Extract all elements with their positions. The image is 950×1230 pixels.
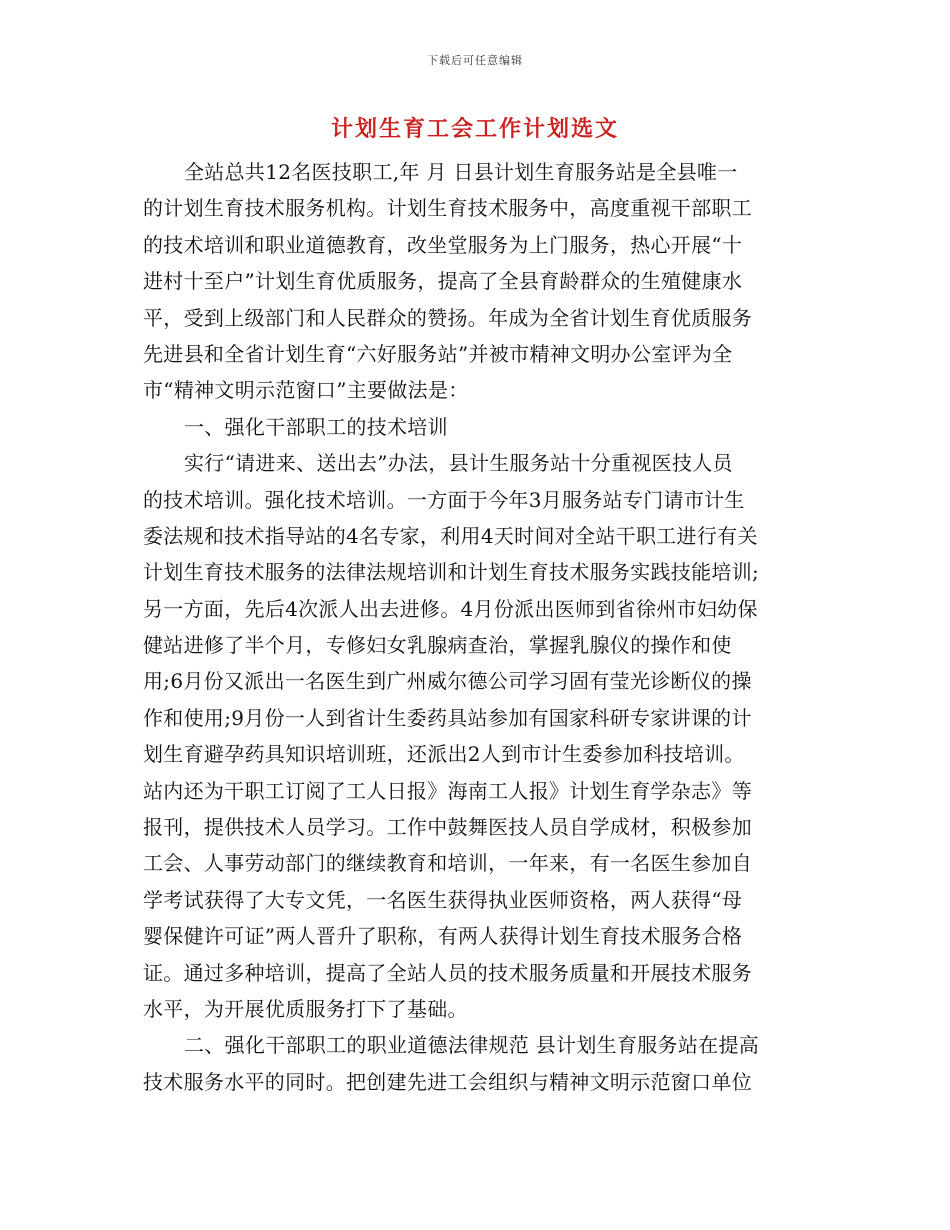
paragraph-line: 用;6月份又派出一名医生到广州威尔德公司学习固有莹光诊断仪的操: [143, 669, 752, 694]
paragraph-line: 实行“请进来、送出去”办法，县计生服务站十分重视医技人员: [184, 451, 733, 476]
paragraph-line: 的计划生育技术服务机构。计划生育技术服务中，高度重视干部职工: [143, 196, 752, 221]
paragraph-line: 的技术培训。强化技术培训。一方面于今年3月服务站专门请市计生: [143, 487, 745, 512]
paragraph-line: 站内还为干职工订阅了工人日报》海南工人报》计划生育学杂志》等: [143, 778, 752, 803]
paragraph-line: 市“精神文明示范窗口”主要做法是：: [143, 378, 469, 403]
document-body: [143, 154, 807, 1100]
paragraph-line: 工会、人事劳动部门的继续教育和培训，一年来，有一名医生参加自: [143, 851, 752, 876]
paragraph-line: 全站总共12名医技职工,年 月 日县计划生育服务站是全县唯一: [184, 160, 738, 184]
paragraph-line: 学考试获得了大专文凭，一名医生获得执业医师资格，两人获得“母: [143, 887, 743, 912]
paragraph-line: 婴保健许可证”两人晋升了职称，有两人获得计划生育技术服务合格: [143, 924, 743, 949]
paragraph-line: 健站进修了半个月，专修妇女乳腺病查治，掌握乳腺仪的操作和使: [143, 633, 732, 658]
paragraph-line: 另一方面，先后4次派人出去进修。4月份派出医师到省徐州市妇幼保: [143, 596, 758, 621]
paragraph-line: 作和使用;9月份一人到省计生委药具站参加有国家科研专家讲课的计: [143, 705, 752, 730]
document-title: 计划生育工会工作计划选文: [330, 116, 619, 142]
page-header: 下载后可任意编辑: [427, 54, 523, 67]
paragraph-line: 先进县和全省计划生育“六好服务站”并被市精神文明办公室评为全: [143, 341, 733, 366]
section-heading: 二、强化干部职工的职业道德法律规范 县计划生育服务站在提高: [184, 1033, 760, 1058]
paragraph-line: 水平，为开展优质服务打下了基础。: [143, 996, 468, 1021]
section-heading: 一、强化干部职工的技术培训: [184, 414, 448, 439]
paragraph-line: 平，受到上级部门和人民群众的赞扬。年成为全省计划生育优质服务: [143, 305, 752, 330]
paragraph-line: 计划生育技术服务的法律法规培训和计划生育技术服务实践技能培训;: [143, 560, 760, 585]
paragraph-line: 报刊，提供技术人员学习。工作中鼓舞医技人员自学成材，积极参加: [143, 815, 752, 840]
paragraph-line: 委法规和技术指导站的4名专家，利用4天时间对全站干职工进行有关: [143, 523, 758, 548]
paragraph-line: 进村十至户”计划生育优质服务，提高了全县育龄群众的生殖健康水: [143, 269, 743, 294]
paragraph-line: 的技术培训和职业道德教育，改坐堂服务为上门服务，热心开展“十: [143, 232, 743, 257]
paragraph-line: 证。通过多种培训，提高了全站人员的技术服务质量和开展技术服务: [143, 960, 752, 985]
paragraph-line: 划生育避孕药具知识培训班，还派出2人到市计生委参加科技培训。: [143, 742, 745, 767]
paragraph-line: 技术服务水平的同时。把创建先进工会组织与精神文明示范窗口单位: [143, 1069, 752, 1094]
